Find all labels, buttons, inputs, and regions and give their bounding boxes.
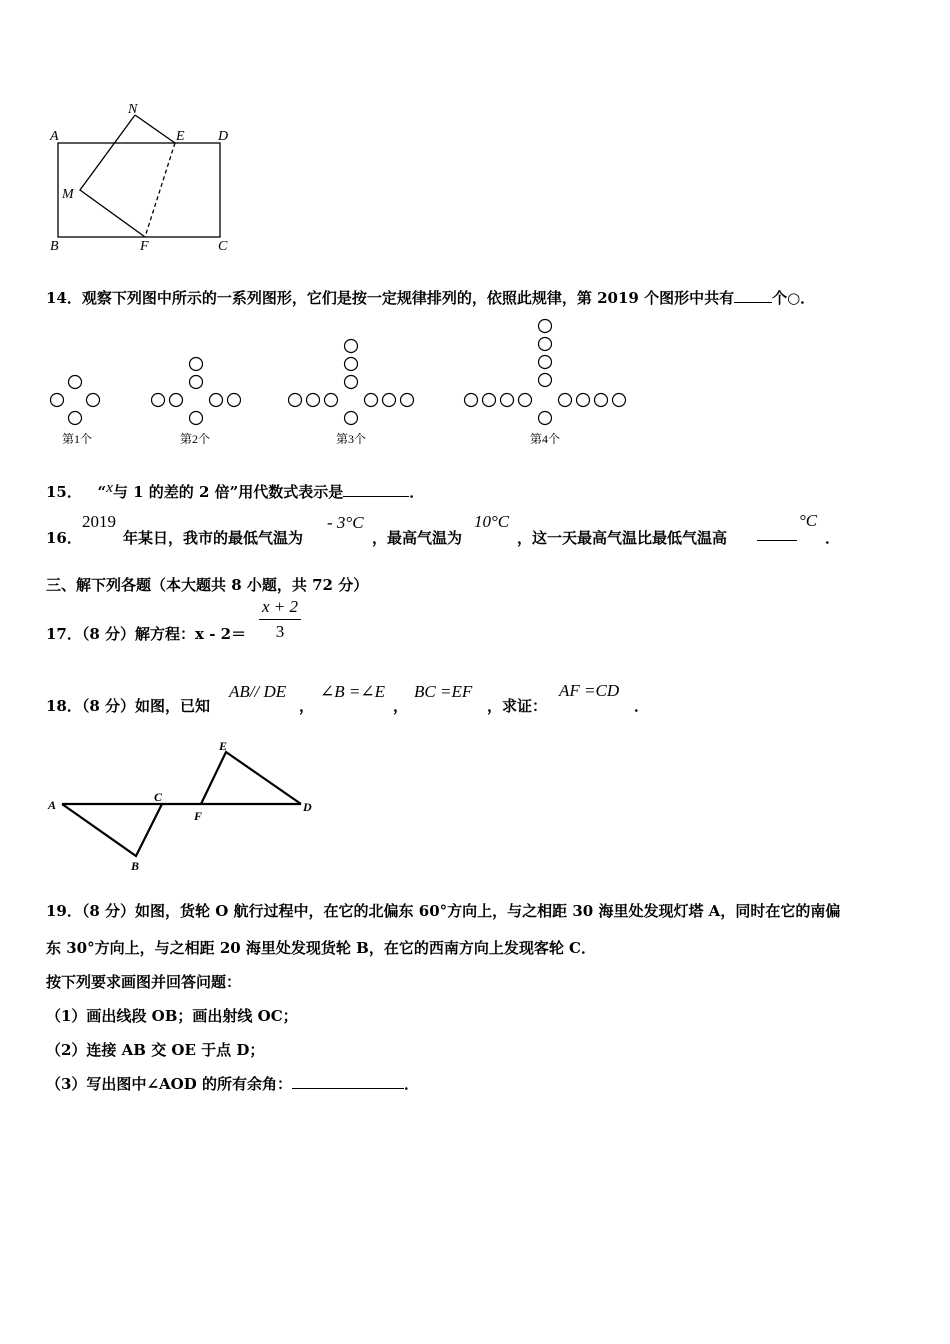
q19-blank[interactable] (292, 1074, 404, 1089)
q15-end: ． (409, 483, 425, 501)
q15-number: 15． (46, 483, 82, 501)
label-m: M (62, 187, 74, 202)
q15-quote: “ (97, 483, 107, 501)
q19-sub-3-text: （3）写出图中∠AOD 的所有余角： (46, 1075, 292, 1093)
rectangle-fold-figure (40, 95, 250, 260)
q19-sub-3-end: ． (403, 1075, 419, 1093)
question-17: 17．（8 分）解方程：x - 2＝ (46, 625, 247, 643)
label-a: A (50, 129, 59, 144)
q16-text-3: ，这一天最高气温比最低气温高 (517, 529, 728, 547)
q15-text: 与 1 的差的 2 倍”用代数式表示是 (112, 483, 344, 501)
q16-blank[interactable] (757, 540, 797, 541)
q15-variable: x (106, 480, 113, 496)
q18-condition-3: BC =EF (414, 682, 473, 701)
q18-sep-2: ， (393, 697, 409, 715)
label-b: B (50, 239, 59, 254)
q16-high-temp: 10°C (474, 512, 510, 531)
section-3-title: 三、解下列各题（本大题共 8 小题，共 72 分） (46, 576, 369, 594)
label-d: D (303, 800, 312, 814)
q16-text-1: 年某日，我市的最低气温为 (123, 529, 304, 547)
circle-pattern-figure (40, 312, 640, 452)
q18-prove: ，求证： (487, 697, 548, 715)
q14-blank[interactable] (734, 288, 772, 303)
caption-fig2: 第2个 (180, 432, 211, 446)
q17-numerator: x + 2 (261, 597, 299, 616)
q16-year: 2019 (82, 512, 116, 531)
q18-goal: AF =CD (559, 681, 620, 700)
label-d: D (218, 129, 229, 144)
q18-end: ． (634, 697, 650, 715)
label-e: E (176, 129, 185, 144)
q17-fraction (259, 597, 301, 642)
q19-line-1: 19．（8 分）如图，货轮 O 航行过程中，在它的北偏东 60°方向上，与之相距 30 海里处发现灯塔 A，同时在它的南偏 (46, 902, 841, 920)
q19-line-2: 东 30°方向上，与之相距 20 海里处发现货轮 B，在它的西南方向上发现客轮 C． (46, 939, 596, 957)
question-18: 18．（8 分）如图，已知 (46, 697, 211, 715)
label-b: B (131, 859, 140, 873)
q18-sep-1: ， (299, 697, 315, 715)
q19-line-3: 按下列要求画图并回答问题： (46, 973, 242, 991)
q16-text-2: ，最高气温为 (372, 529, 463, 547)
q19-sub-2: （2）连接 AB 交 OE 于点 D； (46, 1041, 265, 1059)
caption-fig3: 第3个 (336, 432, 367, 446)
q18-condition-2: ∠B =∠E (320, 682, 385, 701)
question-14 (46, 287, 815, 308)
label-c: C (218, 239, 228, 254)
q16-end: ． (825, 529, 841, 547)
q15-blank[interactable] (343, 482, 409, 497)
q16-number: 16． (46, 529, 82, 547)
question-15 (46, 481, 424, 502)
label-n: N (128, 102, 138, 117)
label-c: C (154, 790, 163, 804)
q14-text: 14．观察下列图中所示的一系列图形，它们是按一定规律排列的，依照此规律，第 2019 个图形中共有 (46, 289, 735, 307)
label-f: F (194, 809, 203, 823)
q19-sub-3 (46, 1073, 419, 1094)
label-e: E (219, 739, 228, 753)
label-a: A (48, 798, 57, 812)
q18-condition-1: AB// DE (229, 682, 287, 701)
q14-suffix: 个○． (772, 289, 816, 307)
q17-denominator: 3 (275, 622, 285, 641)
caption-fig1: 第1个 (62, 432, 93, 446)
q16-unit: °C (799, 511, 818, 530)
label-f: F (140, 239, 149, 254)
triangle-figure (44, 735, 334, 875)
q19-sub-1: （1）画出线段 OB；画出射线 OC； (46, 1007, 298, 1025)
caption-fig4: 第4个 (530, 432, 561, 446)
q16-low-temp: - 3°C (327, 513, 364, 532)
